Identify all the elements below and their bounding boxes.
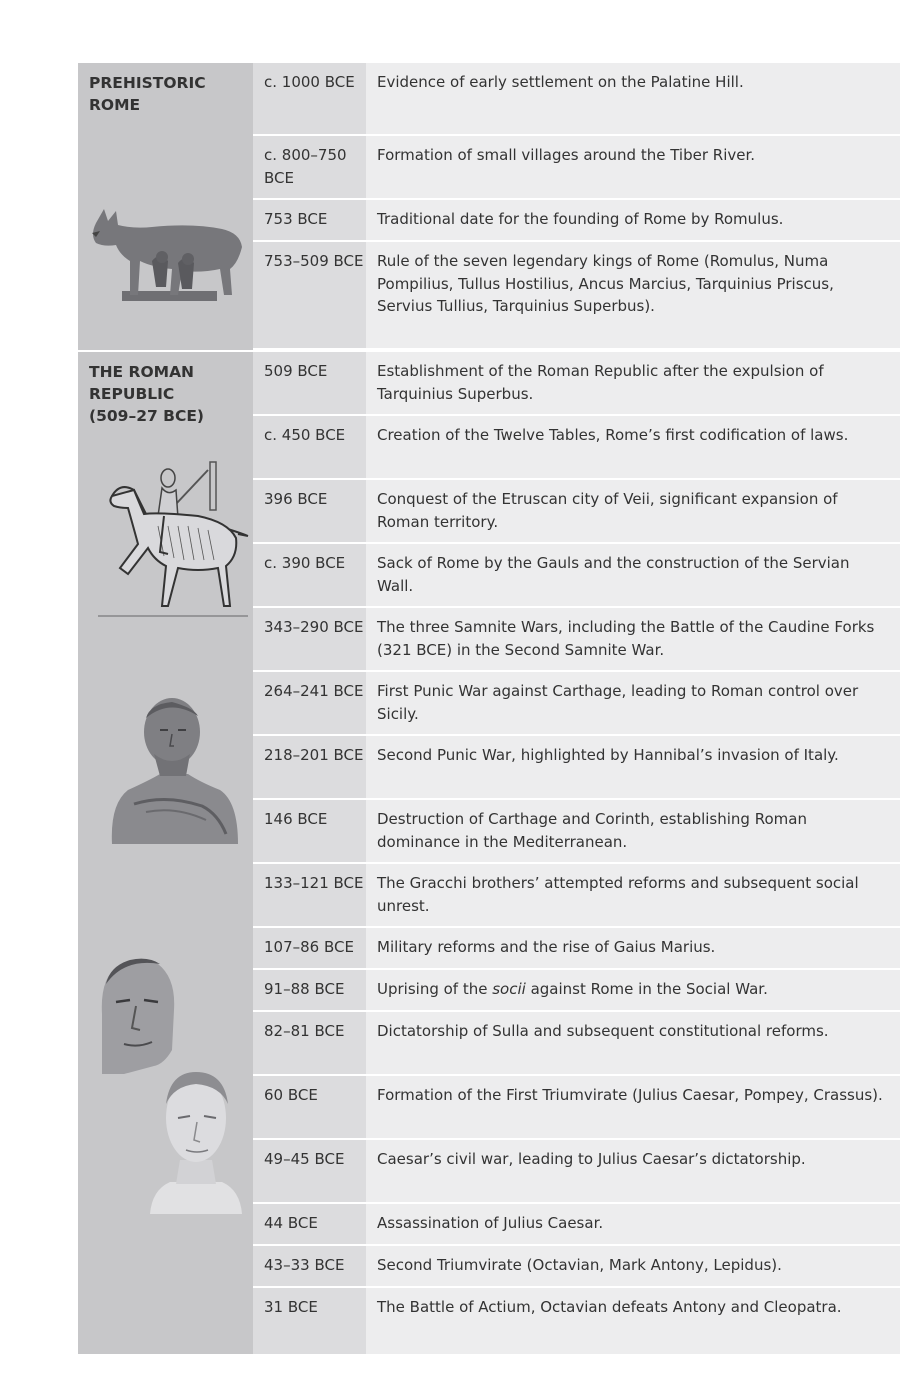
row-event: First Punic War against Carthage, leading to Roman control over Sicily. [366, 672, 900, 734]
event-text-italic: socii [492, 980, 526, 998]
row-event: Caesar’s civil war, leading to Julius Caesar’s dictatorship. [366, 1140, 900, 1202]
row-event: Military reforms and the rise of Gaius Marius. [366, 928, 900, 968]
timeline-row [253, 864, 900, 928]
row-date: 43–33 BCE [253, 1246, 366, 1286]
row-event: Second Triumvirate (Octavian, Mark Antony, Lepidus). [366, 1246, 900, 1286]
event-text-before: Uprising of the [377, 980, 493, 998]
row-date: 49–45 BCE [253, 1140, 366, 1202]
era-roman-republic [78, 350, 900, 1354]
timeline-row [253, 63, 900, 136]
timeline-row [253, 970, 900, 1012]
timeline-row [253, 672, 900, 736]
row-event: Formation of small villages around the Tiber River. [366, 136, 900, 198]
row-date: 31 BCE [253, 1288, 366, 1354]
timeline-row [253, 1204, 900, 1246]
row-date: 146 BCE [253, 800, 366, 862]
caesar-bust-icon [150, 1064, 242, 1214]
row-event: Assassination of Julius Caesar. [366, 1204, 900, 1244]
row-event: The three Samnite Wars, including the Battle of the Caudine Forks (321 BCE) in the Second Samnite War. [366, 608, 900, 670]
row-event [366, 970, 900, 1010]
row-date: c. 1000 BCE [253, 63, 366, 134]
row-date: 218–201 BCE [253, 736, 366, 798]
sulla-bust-icon [94, 954, 180, 1074]
era-rows [253, 352, 900, 1354]
equestrian-warrior-icon [98, 456, 258, 626]
era-sidebar [78, 63, 253, 350]
event-text-after: against Rome in the Social War. [525, 980, 768, 998]
row-date: c. 390 BCE [253, 544, 366, 606]
row-date: 133–121 BCE [253, 864, 366, 926]
row-date: 44 BCE [253, 1204, 366, 1244]
row-date: 509 BCE [253, 352, 366, 414]
hannibal-bust-icon [106, 694, 242, 844]
era-title: THE ROMAN REPUBLIC (509–27 BCE) [89, 363, 205, 425]
row-event: Formation of the First Triumvirate (Julius Caesar, Pompey, Crassus). [366, 1076, 900, 1138]
row-event: Destruction of Carthage and Corinth, establishing Roman dominance in the Mediterranean. [366, 800, 900, 862]
timeline-row [253, 736, 900, 800]
timeline-row [253, 1140, 900, 1204]
row-date: c. 450 BCE [253, 416, 366, 478]
row-date: 107–86 BCE [253, 928, 366, 968]
timeline-row [253, 608, 900, 672]
row-date: 396 BCE [253, 480, 366, 542]
timeline-row [253, 1012, 900, 1076]
timeline-row [253, 416, 900, 480]
era-sidebar [78, 352, 253, 1354]
row-event: Dictatorship of Sulla and subsequent constitutional reforms. [366, 1012, 900, 1074]
timeline-row [253, 1076, 900, 1140]
row-event: Evidence of early settlement on the Palatine Hill. [366, 63, 900, 134]
row-event: Creation of the Twelve Tables, Rome’s first codification of laws. [366, 416, 900, 478]
timeline-row [253, 800, 900, 864]
timeline-row [253, 544, 900, 608]
timeline-row [253, 1288, 900, 1354]
row-event: The Battle of Actium, Octavian defeats Antony and Cleopatra. [366, 1288, 900, 1354]
she-wolf-statue-icon [82, 203, 250, 308]
timeline-row [253, 136, 900, 200]
row-date: 343–290 BCE [253, 608, 366, 670]
row-event: Conquest of the Etruscan city of Veii, significant expansion of Roman territory. [366, 480, 900, 542]
row-event: Rule of the seven legendary kings of Rome (Romulus, Numa Pompilius, Tullus Hostilius, Ancus Marcius, Tarquinius Priscus, Servius Tullius, Tarquinius Superbus). [366, 242, 900, 348]
timeline-table [78, 63, 900, 1354]
timeline-row [253, 480, 900, 544]
row-date: 753 BCE [253, 200, 366, 240]
timeline-row [253, 1246, 900, 1288]
timeline-row [253, 928, 900, 970]
row-date: 60 BCE [253, 1076, 366, 1138]
row-date: c. 800–750 BCE [253, 136, 366, 198]
era-title: PREHISTORIC ROME [89, 74, 206, 114]
timeline-row [253, 200, 900, 242]
era-prehistoric-rome [78, 63, 900, 350]
timeline-row [253, 352, 900, 416]
era-rows [253, 63, 900, 350]
row-event: The Gracchi brothers’ attempted reforms and subsequent social unrest. [366, 864, 900, 926]
row-date: 264–241 BCE [253, 672, 366, 734]
row-event: Establishment of the Roman Republic after the expulsion of Tarquinius Superbus. [366, 352, 900, 414]
timeline-row [253, 242, 900, 350]
row-date: 91–88 BCE [253, 970, 366, 1010]
row-event: Traditional date for the founding of Rome by Romulus. [366, 200, 900, 240]
row-date: 753–509 BCE [253, 242, 366, 348]
row-event: Sack of Rome by the Gauls and the construction of the Servian Wall. [366, 544, 900, 606]
row-date: 82–81 BCE [253, 1012, 366, 1074]
row-event: Second Punic War, highlighted by Hannibal’s invasion of Italy. [366, 736, 900, 798]
